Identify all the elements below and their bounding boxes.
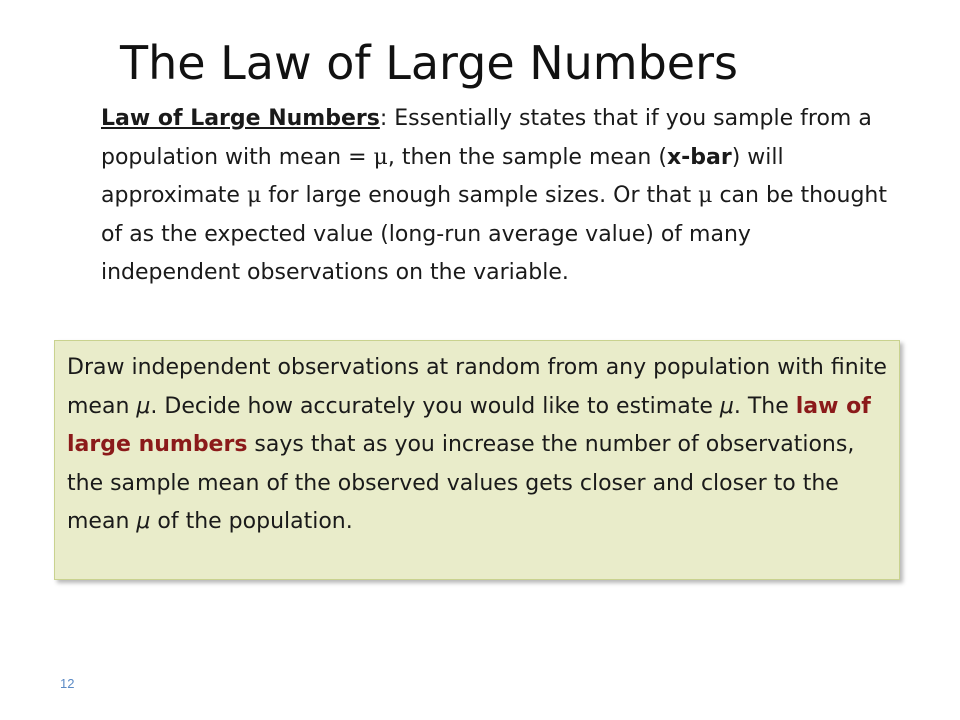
highlighted-term: law of large numbers bbox=[67, 393, 871, 457]
mu-symbol: μ bbox=[136, 509, 151, 534]
definition-paragraph bbox=[101, 100, 891, 293]
mu-symbol: μ bbox=[136, 393, 151, 419]
mu-symbol: μ bbox=[373, 144, 388, 170]
definition-text-3: ) will approximate bbox=[101, 144, 784, 208]
definition-text-4: for large enough sample sizes. Or that bbox=[261, 183, 699, 208]
mu-symbol: μ bbox=[719, 393, 734, 419]
callout-text-4: says that as you increase the number of observations, the sample mean of the observed values gets closer and closer to the mean bbox=[67, 432, 855, 534]
definition-text-2: , then the sample mean ( bbox=[387, 144, 667, 170]
callout-text-5: of the population. bbox=[150, 509, 353, 534]
callout-text-3: . The bbox=[733, 393, 796, 419]
slide-title: The Law of Large Numbers bbox=[120, 36, 738, 90]
callout-paragraph bbox=[67, 349, 891, 542]
callout-text-2: . Decide how accurately you would like to estimate bbox=[150, 393, 720, 419]
mu-symbol: μ bbox=[698, 183, 713, 208]
mu-symbol: μ bbox=[246, 183, 262, 208]
definition-colon: : bbox=[379, 106, 388, 131]
page-number: 12 bbox=[60, 676, 75, 691]
definition-term: Law of Large Numbers bbox=[101, 106, 380, 131]
definition-text-1: Essentially states that if you sample from a population with mean = bbox=[101, 106, 872, 170]
callout-text-1: Draw independent observations at random from any population with finite mean bbox=[67, 355, 887, 419]
callout-box bbox=[54, 340, 900, 580]
x-bar-term: x-bar bbox=[666, 144, 732, 170]
definition-text-5: can be thought of as the expected value (long-run average value) of many independent observations on the variable. bbox=[101, 183, 887, 285]
